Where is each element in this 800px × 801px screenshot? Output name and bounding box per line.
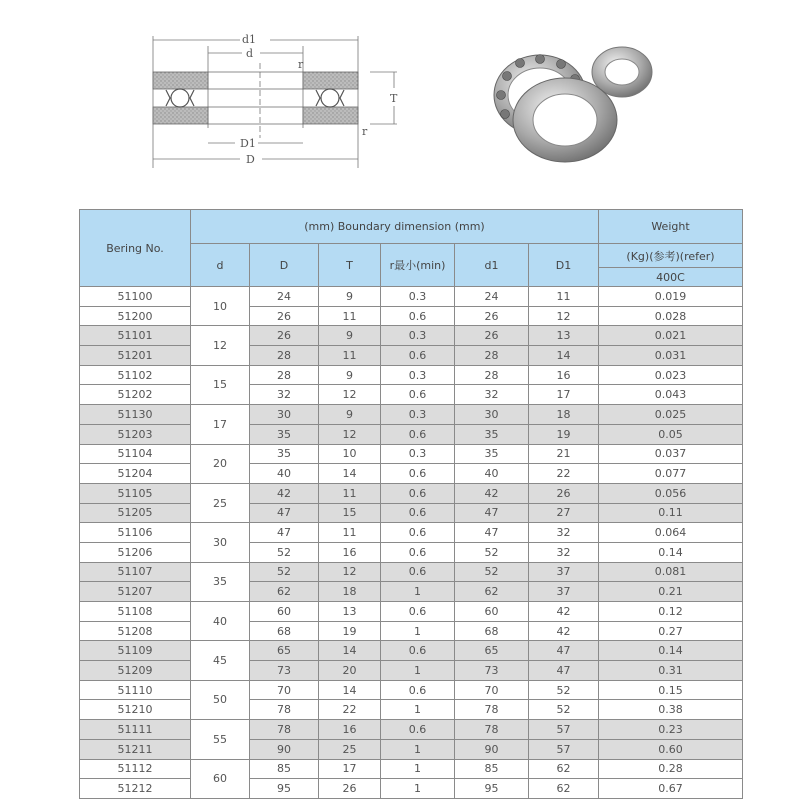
cell-d1: 35: [455, 444, 529, 464]
cell-D1: 22: [529, 464, 599, 484]
cell-T: 11: [319, 306, 381, 326]
cell-d1: 73: [455, 661, 529, 681]
table-row: [80, 542, 743, 562]
cell-d1: 26: [455, 306, 529, 326]
cell-r-min: 0.3: [381, 326, 455, 346]
cell-weight: 0.023: [599, 365, 743, 385]
cell-weight: 0.037: [599, 444, 743, 464]
table-row: [80, 483, 743, 503]
cell-r-min: 0.6: [381, 464, 455, 484]
cell-r-min: 1: [381, 661, 455, 681]
cell-T: 14: [319, 641, 381, 661]
cell-D1: 42: [529, 621, 599, 641]
cell-D1: 57: [529, 739, 599, 759]
cell-weight: 0.21: [599, 582, 743, 602]
cell-d1: 35: [455, 424, 529, 444]
table-row: [80, 680, 743, 700]
cell-D: 42: [250, 483, 319, 503]
table-row: [80, 661, 743, 681]
cell-bearing-no: 51102: [80, 365, 191, 385]
cell-r-min: 0.6: [381, 483, 455, 503]
cell-T: 16: [319, 542, 381, 562]
cell-D: 73: [250, 661, 319, 681]
cell-D1: 32: [529, 523, 599, 543]
label-r-top: r: [298, 58, 304, 71]
cell-T: 9: [319, 405, 381, 425]
cell-r-min: 0.6: [381, 641, 455, 661]
label-d1: d1: [242, 33, 257, 46]
header-boundary-dimension: (mm) Boundary dimension (mm): [191, 210, 599, 244]
cell-D1: 52: [529, 680, 599, 700]
table-row: [80, 405, 743, 425]
cell-weight: 0.021: [599, 326, 743, 346]
cell-r-min: 0.6: [381, 542, 455, 562]
cell-weight: 0.028: [599, 306, 743, 326]
cell-D: 68: [250, 621, 319, 641]
cell-d: 45: [191, 641, 250, 680]
cell-D1: 32: [529, 542, 599, 562]
cell-r-min: 1: [381, 739, 455, 759]
table-row: [80, 444, 743, 464]
cell-d: 25: [191, 483, 250, 522]
cell-d: 15: [191, 365, 250, 404]
table-row: [80, 621, 743, 641]
cell-r-min: 0.6: [381, 346, 455, 366]
cell-bearing-no: 51205: [80, 503, 191, 523]
cell-bearing-no: 51208: [80, 621, 191, 641]
cell-d1: 78: [455, 700, 529, 720]
table-row: [80, 779, 743, 799]
cell-D: 62: [250, 582, 319, 602]
header-d1: d1: [455, 244, 529, 287]
table-row: [80, 326, 743, 346]
table-row: [80, 346, 743, 366]
cell-T: 9: [319, 287, 381, 307]
cell-d1: 90: [455, 739, 529, 759]
cell-bearing-no: 51211: [80, 739, 191, 759]
table-row: [80, 424, 743, 444]
cell-bearing-no: 51101: [80, 326, 191, 346]
cell-weight: 0.081: [599, 562, 743, 582]
cell-d: 17: [191, 405, 250, 444]
cell-weight: 0.23: [599, 720, 743, 740]
cell-d1: 60: [455, 602, 529, 622]
table-row: [80, 503, 743, 523]
cell-T: 14: [319, 464, 381, 484]
cell-d1: 40: [455, 464, 529, 484]
cell-bearing-no: 51105: [80, 483, 191, 503]
cell-d1: 42: [455, 483, 529, 503]
cell-D1: 47: [529, 661, 599, 681]
label-T: T: [390, 92, 398, 105]
cell-d1: 52: [455, 562, 529, 582]
cell-bearing-no: 51106: [80, 523, 191, 543]
cell-weight: 0.60: [599, 739, 743, 759]
table-row: [80, 562, 743, 582]
cell-T: 20: [319, 661, 381, 681]
cell-T: 12: [319, 424, 381, 444]
cell-T: 22: [319, 700, 381, 720]
cell-weight: 0.15: [599, 680, 743, 700]
cell-bearing-no: 51109: [80, 641, 191, 661]
table-row: [80, 464, 743, 484]
cell-D: 24: [250, 287, 319, 307]
cell-D: 65: [250, 641, 319, 661]
cell-bearing-no: 51200: [80, 306, 191, 326]
cell-D1: 57: [529, 720, 599, 740]
header-T: T: [319, 244, 381, 287]
cell-weight: 0.056: [599, 483, 743, 503]
cell-r-min: 0.3: [381, 287, 455, 307]
cell-T: 11: [319, 346, 381, 366]
cell-bearing-no: 51204: [80, 464, 191, 484]
table-row: [80, 523, 743, 543]
cell-T: 14: [319, 680, 381, 700]
cell-T: 10: [319, 444, 381, 464]
cell-D1: 17: [529, 385, 599, 405]
cell-T: 11: [319, 483, 381, 503]
cell-D: 28: [250, 365, 319, 385]
cell-D: 78: [250, 700, 319, 720]
cell-d1: 30: [455, 405, 529, 425]
cell-D: 40: [250, 464, 319, 484]
cell-bearing-no: 51100: [80, 287, 191, 307]
cell-T: 11: [319, 523, 381, 543]
table-row: [80, 287, 743, 307]
cell-D: 47: [250, 503, 319, 523]
cell-r-min: 1: [381, 759, 455, 779]
cell-weight: 0.67: [599, 779, 743, 799]
cell-d: 20: [191, 444, 250, 483]
cell-D: 28: [250, 346, 319, 366]
cell-D1: 16: [529, 365, 599, 385]
header-D: D: [250, 244, 319, 287]
cell-D: 30: [250, 405, 319, 425]
table-row: [80, 739, 743, 759]
table-row: [80, 602, 743, 622]
cell-weight: 0.38: [599, 700, 743, 720]
cell-r-min: 1: [381, 582, 455, 602]
cell-bearing-no: 51110: [80, 680, 191, 700]
cell-d1: 52: [455, 542, 529, 562]
cell-d: 30: [191, 523, 250, 562]
cell-bearing-no: 51201: [80, 346, 191, 366]
cell-r-min: 0.6: [381, 385, 455, 405]
cell-D: 95: [250, 779, 319, 799]
cell-d: 35: [191, 562, 250, 601]
cell-bearing-no: 51210: [80, 700, 191, 720]
cell-T: 9: [319, 365, 381, 385]
cell-r-min: 0.3: [381, 365, 455, 385]
cell-weight: 0.12: [599, 602, 743, 622]
cell-T: 18: [319, 582, 381, 602]
cell-bearing-no: 51212: [80, 779, 191, 799]
label-D1: D1: [240, 137, 256, 150]
table-row: [80, 385, 743, 405]
label-d: d: [246, 47, 254, 60]
header-weight-unit: (Kg)(参考)(refer): [599, 244, 743, 268]
cell-r-min: 0.6: [381, 503, 455, 523]
cell-d1: 70: [455, 680, 529, 700]
cell-D: 26: [250, 326, 319, 346]
cell-bearing-no: 51206: [80, 542, 191, 562]
header-weight-model: 400C: [599, 268, 743, 287]
header-d: d: [191, 244, 250, 287]
cell-D: 70: [250, 680, 319, 700]
cell-T: 26: [319, 779, 381, 799]
table-row: [80, 759, 743, 779]
cell-d1: 32: [455, 385, 529, 405]
cell-bearing-no: 51207: [80, 582, 191, 602]
cell-D1: 62: [529, 779, 599, 799]
table-row: [80, 700, 743, 720]
cell-r-min: 1: [381, 621, 455, 641]
cell-weight: 0.025: [599, 405, 743, 425]
header-r-min: r最小(min): [381, 244, 455, 287]
cell-D1: 21: [529, 444, 599, 464]
cell-D: 52: [250, 542, 319, 562]
cell-d: 55: [191, 720, 250, 759]
cell-T: 12: [319, 562, 381, 582]
cell-T: 12: [319, 385, 381, 405]
cell-D1: 62: [529, 759, 599, 779]
cell-D1: 37: [529, 562, 599, 582]
cell-r-min: 0.3: [381, 444, 455, 464]
cell-D1: 26: [529, 483, 599, 503]
bearing-photo: [485, 40, 660, 165]
cell-D1: 27: [529, 503, 599, 523]
cell-d1: 28: [455, 365, 529, 385]
cell-r-min: 0.6: [381, 523, 455, 543]
cell-D: 78: [250, 720, 319, 740]
cell-D: 85: [250, 759, 319, 779]
cell-d1: 68: [455, 621, 529, 641]
cell-T: 13: [319, 602, 381, 622]
cell-weight: 0.05: [599, 424, 743, 444]
cell-d: 50: [191, 680, 250, 719]
cell-T: 17: [319, 759, 381, 779]
cell-T: 19: [319, 621, 381, 641]
bearing-spec-table: [79, 209, 743, 799]
cell-weight: 0.28: [599, 759, 743, 779]
cell-d1: 28: [455, 346, 529, 366]
cell-r-min: 0.6: [381, 306, 455, 326]
cell-D: 90: [250, 739, 319, 759]
cell-D1: 12: [529, 306, 599, 326]
cell-weight: 0.019: [599, 287, 743, 307]
header-bering-no: Bering No.: [80, 210, 191, 287]
cell-r-min: 1: [381, 700, 455, 720]
cell-bearing-no: 51107: [80, 562, 191, 582]
cell-d1: 62: [455, 582, 529, 602]
cell-r-min: 0.6: [381, 602, 455, 622]
label-D: D: [246, 153, 255, 166]
cell-d1: 47: [455, 523, 529, 543]
cell-D1: 14: [529, 346, 599, 366]
cell-weight: 0.064: [599, 523, 743, 543]
table-body: [80, 287, 743, 799]
cell-weight: 0.31: [599, 661, 743, 681]
cell-D1: 42: [529, 602, 599, 622]
cell-D1: 37: [529, 582, 599, 602]
cell-r-min: 0.3: [381, 405, 455, 425]
table-row: [80, 306, 743, 326]
cell-weight: 0.14: [599, 641, 743, 661]
cell-D: 35: [250, 424, 319, 444]
cell-D: 47: [250, 523, 319, 543]
cell-r-min: 0.6: [381, 424, 455, 444]
table-row: [80, 582, 743, 602]
cell-D: 35: [250, 444, 319, 464]
cell-bearing-no: 51130: [80, 405, 191, 425]
cell-D: 26: [250, 306, 319, 326]
cell-weight: 0.043: [599, 385, 743, 405]
table-row: [80, 641, 743, 661]
cell-D1: 47: [529, 641, 599, 661]
cell-weight: 0.031: [599, 346, 743, 366]
header-weight: Weight: [599, 210, 743, 244]
cell-T: 15: [319, 503, 381, 523]
cell-d1: 95: [455, 779, 529, 799]
cell-d: 60: [191, 759, 250, 798]
cell-d: 12: [191, 326, 250, 365]
header-D1: D1: [529, 244, 599, 287]
table-row: [80, 720, 743, 740]
cell-d1: 24: [455, 287, 529, 307]
table-row: [80, 365, 743, 385]
cell-bearing-no: 51108: [80, 602, 191, 622]
cell-d: 10: [191, 287, 250, 326]
cell-d: 40: [191, 602, 250, 641]
cell-D: 32: [250, 385, 319, 405]
cell-bearing-no: 51209: [80, 661, 191, 681]
cell-d1: 65: [455, 641, 529, 661]
cell-weight: 0.14: [599, 542, 743, 562]
cell-D1: 18: [529, 405, 599, 425]
cell-D1: 52: [529, 700, 599, 720]
cell-D1: 13: [529, 326, 599, 346]
cell-T: 9: [319, 326, 381, 346]
cell-bearing-no: 51104: [80, 444, 191, 464]
cell-d1: 47: [455, 503, 529, 523]
cell-bearing-no: 51112: [80, 759, 191, 779]
cell-weight: 0.11: [599, 503, 743, 523]
cell-D: 60: [250, 602, 319, 622]
cell-T: 16: [319, 720, 381, 740]
cell-bearing-no: 51202: [80, 385, 191, 405]
cell-r-min: 0.6: [381, 562, 455, 582]
cell-d1: 85: [455, 759, 529, 779]
cell-T: 25: [319, 739, 381, 759]
cell-D1: 19: [529, 424, 599, 444]
cell-weight: 0.077: [599, 464, 743, 484]
cell-r-min: 0.6: [381, 720, 455, 740]
cell-r-min: 0.6: [381, 680, 455, 700]
cell-d1: 78: [455, 720, 529, 740]
cell-weight: 0.27: [599, 621, 743, 641]
cell-r-min: 1: [381, 779, 455, 799]
cell-bearing-no: 51203: [80, 424, 191, 444]
cell-d1: 26: [455, 326, 529, 346]
cell-bearing-no: 51111: [80, 720, 191, 740]
label-r-bottom: r: [362, 125, 368, 138]
bearing-section-diagram: [140, 28, 398, 178]
cell-D: 52: [250, 562, 319, 582]
cell-D1: 11: [529, 287, 599, 307]
